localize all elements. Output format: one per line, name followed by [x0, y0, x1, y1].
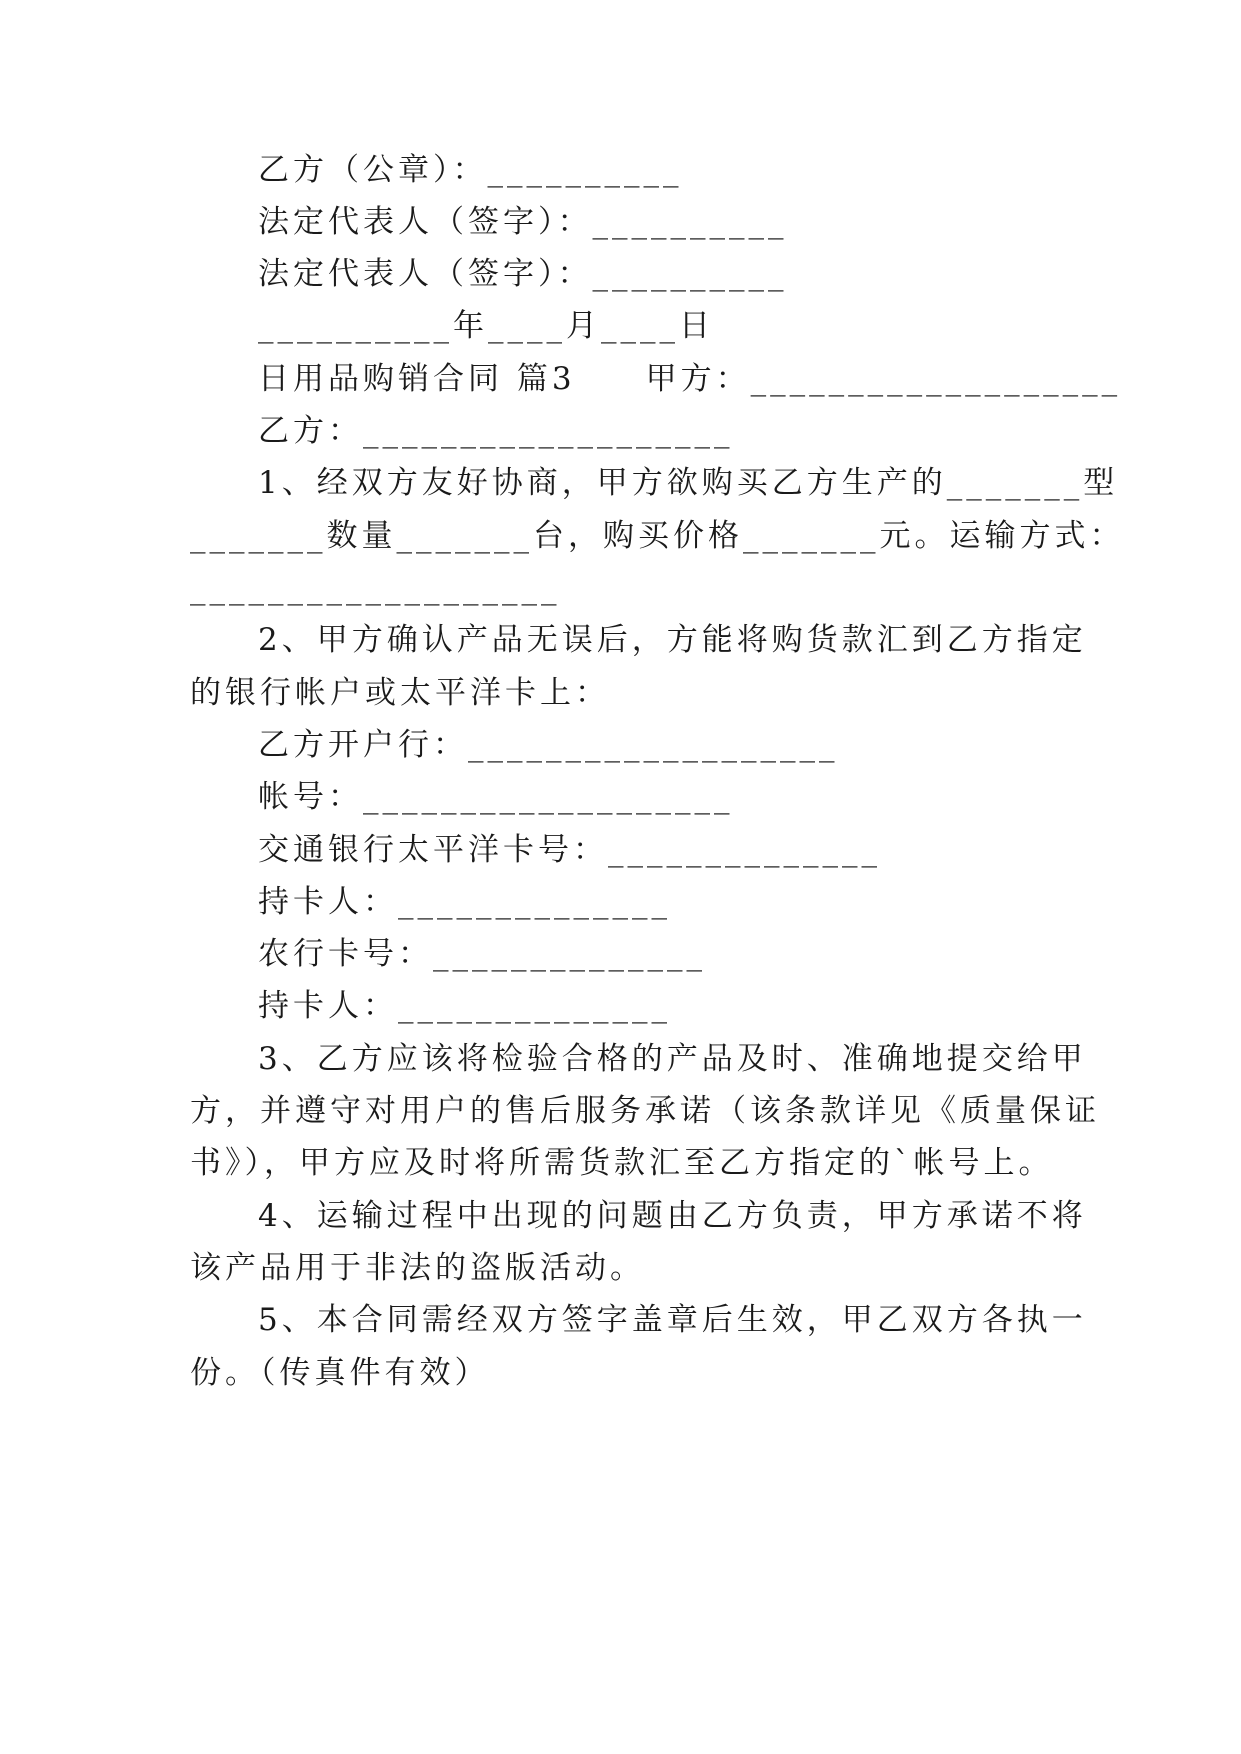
clause-1-line-3: ___________________: [190, 570, 561, 606]
account-line: 帐号：___________________: [258, 779, 734, 815]
card-holder-line-2: 持卡人：______________: [258, 988, 671, 1024]
clause-3-line-3: 书》），甲方应及时将所需货款汇至乙方指定的`帐号上。: [190, 1145, 1054, 1181]
clause-4-line-2: 该产品用于非法的盗版活动。: [190, 1250, 645, 1286]
clause-2-line-2: 的银行帐户或太平洋卡上：: [190, 675, 610, 711]
contract-title-party-a: 日用品购销合同 篇3 甲方：___________________: [258, 361, 1122, 397]
clause-4-line-1: 4、运输过程中出现的问题由乙方负责，甲方承诺不将: [258, 1198, 1087, 1234]
legal-rep-signature-line-2: 法定代表人（签字）：__________: [258, 256, 788, 292]
clause-3-line-1: 3、乙方应该将检验合格的产品及时、准确地提交给甲: [258, 1041, 1087, 1077]
clause-5-line-2: 份。（传真件有效）: [190, 1355, 490, 1391]
clause-3-line-2: 方，并遵守对用户的售后服务承诺（该条款详见《质量保证: [190, 1093, 1100, 1129]
date-line: __________年____月____日: [258, 308, 714, 344]
pacific-card-line: 交通银行太平洋卡号：______________: [258, 832, 881, 868]
bank-line: 乙方开户行：___________________: [258, 727, 839, 763]
clause-1-line-2: _______数量_______台，购买价格_______元。运输方式：: [190, 518, 1125, 554]
party-b-seal-line: 乙方（公章）：__________: [258, 152, 683, 188]
clause-5-line-1: 5、本合同需经双方签字盖章后生效，甲乙双方各执一: [258, 1302, 1087, 1338]
legal-rep-signature-line: 法定代表人（签字）：__________: [258, 204, 788, 240]
party-b-line: 乙方：___________________: [258, 413, 734, 449]
abc-card-line: 农行卡号：______________: [258, 936, 706, 972]
card-holder-line: 持卡人：______________: [258, 884, 671, 920]
clause-1-line-1: 1、经双方友好协商，甲方欲购买乙方生产的_______型: [258, 465, 1119, 501]
clause-2-line-1: 2、甲方确认产品无误后，方能将购货款汇到乙方指定: [258, 622, 1087, 658]
